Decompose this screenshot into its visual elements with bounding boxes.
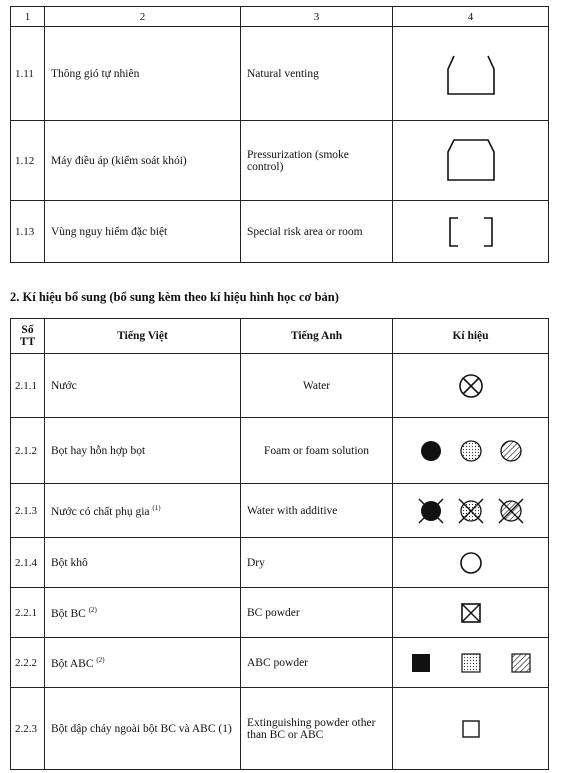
table-row <box>11 354 549 418</box>
english-term: Dry <box>241 538 393 588</box>
term-text: Bột khô <box>51 556 88 569</box>
foam-circles-icon <box>411 436 531 466</box>
table-row <box>11 638 549 688</box>
symbol-cell <box>393 201 549 263</box>
table-row <box>11 538 549 588</box>
vietnamese-term <box>45 418 241 484</box>
symbol-cell <box>393 484 549 538</box>
vietnamese-term <box>45 354 241 418</box>
symbol-cell <box>393 121 549 201</box>
table-header-row <box>11 319 549 354</box>
vietnamese-term <box>45 484 241 538</box>
symbols-table-2 <box>10 318 549 770</box>
symbols-table-1 <box>10 6 549 263</box>
header-cell: 2 <box>45 7 241 27</box>
row-number: 2.1.1 <box>11 354 45 418</box>
row-number: 2.1.3 <box>11 484 45 538</box>
empty-square-icon <box>458 716 484 742</box>
row-number: 2.1.4 <box>11 538 45 588</box>
header-cell: 4 <box>393 7 549 27</box>
symbol-cell <box>393 418 549 484</box>
english-term: Extinguishing powder other than BC or ABC <box>241 688 393 770</box>
vietnamese-term: Vùng nguy hiểm đặc biệt <box>45 201 241 263</box>
square-cross-icon <box>458 600 484 626</box>
table-row <box>11 27 549 121</box>
header-symbol: Kí hiệu <box>393 319 549 354</box>
pressurization-icon <box>436 134 506 188</box>
english-term: Pressurization (smoke control) <box>241 121 393 201</box>
english-term: BC powder <box>241 588 393 638</box>
row-number: 2.2.1 <box>11 588 45 638</box>
empty-circle-icon <box>456 548 486 578</box>
vietnamese-term: Thông gió tự nhiên <box>45 27 241 121</box>
circle-cross-icon <box>456 371 486 401</box>
section-heading: 2. Kí hiệu bổ sung (bổ sung kèm theo kí hiệu hình học cơ bản) <box>10 290 339 304</box>
special-risk-icon <box>436 212 506 252</box>
vietnamese-term: Máy điều áp (kiểm soát khói) <box>45 121 241 201</box>
table-row <box>11 418 549 484</box>
table-row <box>11 201 549 263</box>
english-term: ABC powder <box>241 638 393 688</box>
term-text: Nước <box>51 379 77 392</box>
row-number: 2.2.3 <box>11 688 45 770</box>
symbol-cell <box>393 588 549 638</box>
symbol-cell <box>393 688 549 770</box>
footnote-marker: (1) <box>152 503 161 512</box>
vietnamese-term <box>45 538 241 588</box>
footnote-marker: (2) <box>88 605 97 614</box>
header-cell: 3 <box>241 7 393 27</box>
symbol-cell <box>393 638 549 688</box>
table-row <box>11 688 549 770</box>
squares-icon <box>406 650 536 676</box>
vietnamese-term <box>45 588 241 638</box>
symbol-cell <box>393 538 549 588</box>
term-text: Bột ABC <box>51 657 94 670</box>
vietnamese-term <box>45 638 241 688</box>
row-number: 1.13 <box>11 201 45 263</box>
symbol-cell <box>393 27 549 121</box>
natural-venting-icon <box>436 44 506 104</box>
english-term: Special risk area or room <box>241 201 393 263</box>
row-number: 2.1.2 <box>11 418 45 484</box>
footnote-marker: (2) <box>96 655 105 664</box>
english-term: Foam or foam solution <box>241 418 393 484</box>
row-number: 1.12 <box>11 121 45 201</box>
vietnamese-term <box>45 688 241 770</box>
row-number: 1.11 <box>11 27 45 121</box>
symbol-cell <box>393 354 549 418</box>
term-text: Bột BC <box>51 607 86 620</box>
table-header-row <box>11 7 549 27</box>
english-term: Water <box>241 354 393 418</box>
table-row <box>11 588 549 638</box>
term-text: Bọt hay hỗn hợp bọt <box>51 444 146 457</box>
english-term: Water with additive <box>241 484 393 538</box>
term-text: Nước có chất phụ gia <box>51 505 150 518</box>
row-number: 2.2.2 <box>11 638 45 688</box>
english-term: Natural venting <box>241 27 393 121</box>
term-text: Bột dập cháy ngoài bột BC và ABC (1) <box>51 722 232 735</box>
header-english: Tiếng Anh <box>241 319 393 354</box>
header-cell: 1 <box>11 7 45 27</box>
header-number: Số TT <box>11 319 45 354</box>
table-row <box>11 484 549 538</box>
table-row <box>11 121 549 201</box>
crossed-circles-icon <box>411 494 531 528</box>
header-vietnamese: Tiếng Việt <box>45 319 241 354</box>
